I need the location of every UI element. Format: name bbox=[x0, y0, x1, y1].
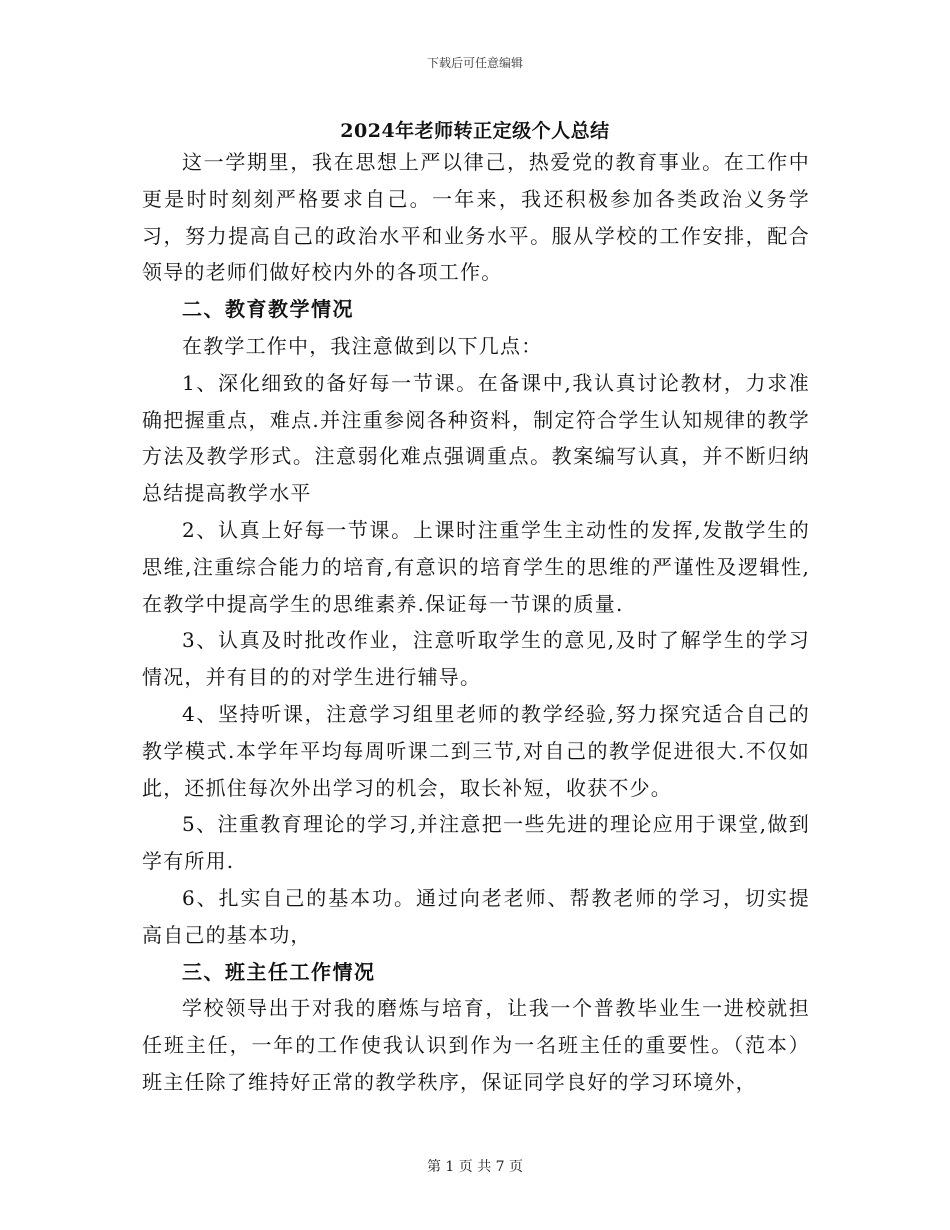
section-heading-teaching: 二、教育教学情况 bbox=[182, 297, 354, 322]
section-heading-class-teacher: 三、班主任工作情况 bbox=[182, 959, 376, 984]
header-note: 下载后可任意编辑 bbox=[426, 56, 523, 70]
teaching-item-5: 5、注重教育理论的学习,并注意把一些先进的理论应用于课堂,做到学有所用. bbox=[142, 812, 810, 874]
teaching-item-1: 1、深化细致的备好每一节课。在备课中,我认真讨论教材，力求准确把握重点，难点.并注重参阅各种资料，制定符合学生认知规律的教学方法及教学形式。注意弱化难点强调重点。教案编写认真，并不断归纳总结提高教学水平 bbox=[142, 370, 810, 506]
teaching-intro-paragraph: 在教学工作中，我注意做到以下几点： bbox=[182, 333, 543, 358]
teaching-item-3: 3、认真及时批改作业，注意听取学生的意见,及时了解学生的学习情况，并有目的的对学生进行辅导。 bbox=[142, 628, 810, 690]
class-teacher-paragraph: 学校领导出于对我的磨炼与培育，让我一个普教毕业生一进校就担任班主任，一年的工作使我认识到作为一名班主任的重要性。（范本）班主任除了维持好正常的教学秩序，保证同学良好的学习环境外， bbox=[142, 996, 810, 1094]
document-title: 2024年老师转正定级个人总结 bbox=[340, 120, 610, 142]
document-body bbox=[142, 144, 810, 1101]
teaching-item-4: 4、坚持听课，注意学习组里老师的教学经验,努力探究适合自己的教学模式.本学年平均每周听课二到三节,对自己的教学促进很大.不仅如此，还抓住每次外出学习的机会，取长补短，收获不少。 bbox=[142, 701, 810, 800]
teaching-item-6: 6、扎实自己的基本功。通过向老老师、帮教老师的学习，切实提高自己的基本功， bbox=[142, 885, 810, 947]
teaching-item-2: 2、认真上好每一节课。上课时注重学生主动性的发挥,发散学生的思维,注重综合能力的培育,有意识的培育学生的思维的严谨性及逻辑性,在教学中提高学生的思维素养.保证每一节课的质量. bbox=[142, 517, 810, 616]
intro-paragraph: 这一学期里，我在思想上严以律己，热爱党的教育事业。在工作中更是时时刻刻严格要求自己。一年来，我还积极参加各类政治义务学习，努力提高自己的政治水平和业务水平。服从学校的工作安排，配合领导的老师们做好校内外的各项工作。 bbox=[142, 150, 810, 285]
page-footer: 第 1 页 共 7 页 bbox=[426, 1159, 524, 1175]
